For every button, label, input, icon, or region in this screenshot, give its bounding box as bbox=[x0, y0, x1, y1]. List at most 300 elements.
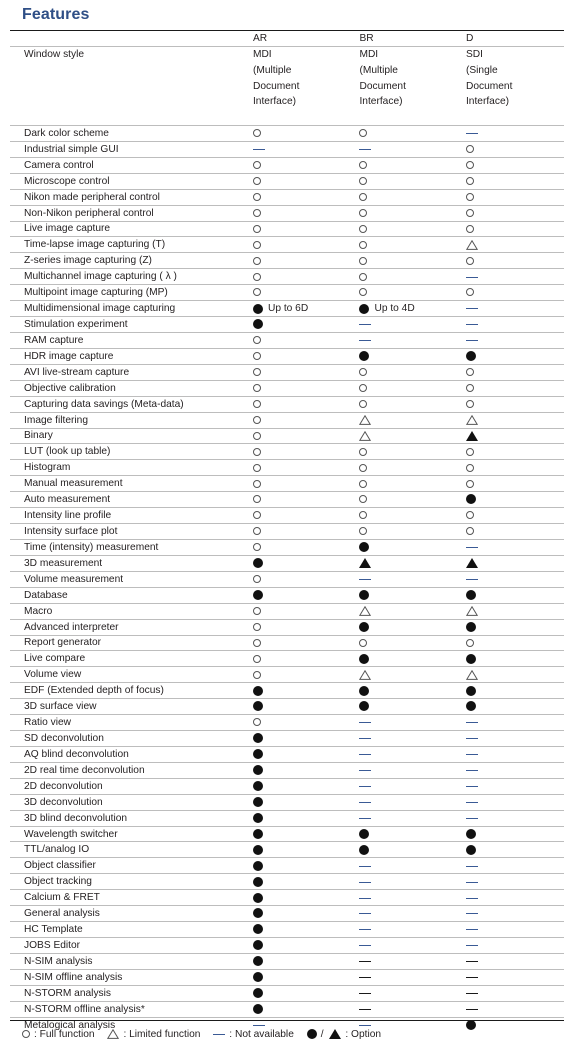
header-feature-cell bbox=[10, 31, 253, 47]
open-circle-icon bbox=[466, 639, 474, 647]
open-circle-icon bbox=[359, 480, 367, 488]
feature-label: Camera control bbox=[10, 157, 253, 173]
open-circle-icon bbox=[466, 527, 474, 535]
open-circle-icon bbox=[466, 368, 474, 376]
open-circle-icon bbox=[253, 448, 261, 456]
table-row bbox=[10, 189, 564, 205]
filled-circle-icon bbox=[466, 845, 476, 855]
table-row bbox=[10, 205, 564, 221]
legend-option-label: : Option bbox=[345, 1029, 382, 1040]
cell-note: Up to 4D bbox=[374, 303, 415, 314]
filled-circle-icon bbox=[466, 590, 476, 600]
ws-br-line: MDI bbox=[359, 49, 379, 60]
cell-d bbox=[466, 842, 564, 858]
ws-ar-line: Document bbox=[252, 80, 300, 92]
cell-br bbox=[359, 731, 466, 747]
table-row bbox=[10, 428, 564, 444]
dash-icon bbox=[466, 786, 478, 787]
filled-circle-icon bbox=[359, 542, 369, 552]
open-circle-icon bbox=[253, 432, 261, 440]
cell-ar bbox=[253, 762, 360, 778]
feature-label: Industrial simple GUI bbox=[10, 141, 253, 157]
cell-br bbox=[359, 221, 466, 237]
cell-ar bbox=[253, 332, 360, 348]
ws-br-line: Document bbox=[359, 80, 406, 92]
open-circle-icon bbox=[253, 225, 261, 233]
open-circle-icon bbox=[359, 129, 367, 137]
dash-icon bbox=[359, 929, 371, 930]
cell-d bbox=[466, 444, 564, 460]
open-circle-icon bbox=[466, 464, 474, 472]
cell-d bbox=[466, 253, 564, 269]
dash-icon bbox=[466, 898, 478, 899]
table-row bbox=[10, 364, 564, 380]
filled-circle-icon bbox=[359, 654, 369, 664]
feature-label: Volume measurement bbox=[10, 571, 253, 587]
cell-d bbox=[466, 826, 564, 842]
dash-icon bbox=[466, 308, 478, 309]
open-circle-icon bbox=[359, 384, 367, 392]
dash-icon bbox=[359, 770, 371, 771]
cell-br bbox=[359, 205, 466, 221]
cell-d bbox=[466, 683, 564, 699]
dash-icon bbox=[466, 547, 478, 548]
dash-icon bbox=[253, 149, 265, 150]
cell-d bbox=[466, 269, 564, 285]
open-circle-icon bbox=[253, 177, 261, 185]
cell-ar bbox=[253, 253, 360, 269]
cell-ar bbox=[253, 651, 360, 667]
column-header-br: BR bbox=[359, 33, 374, 44]
feature-label: Volume view bbox=[10, 667, 253, 683]
dash-icon bbox=[359, 722, 371, 723]
filled-circle-icon bbox=[359, 686, 369, 696]
filled-circle-icon bbox=[253, 686, 263, 696]
filled-circle-icon bbox=[466, 701, 476, 711]
cell-br bbox=[359, 301, 466, 317]
cell-d bbox=[466, 794, 564, 810]
feature-label: Histogram bbox=[10, 460, 253, 476]
cell-br bbox=[359, 157, 466, 173]
cell-ar bbox=[253, 603, 360, 619]
cell-br bbox=[359, 269, 466, 285]
filled-circle-icon bbox=[253, 908, 263, 918]
dash-icon bbox=[359, 882, 371, 883]
open-circle-icon bbox=[466, 384, 474, 392]
table-row bbox=[10, 603, 564, 619]
dash-icon bbox=[466, 977, 478, 978]
cell-d bbox=[466, 874, 564, 890]
open-circle-icon bbox=[359, 257, 367, 265]
dash-icon bbox=[466, 945, 478, 946]
cell-d bbox=[466, 890, 564, 906]
cell-br bbox=[359, 826, 466, 842]
open-circle-icon bbox=[253, 655, 261, 663]
cell-br bbox=[359, 922, 466, 938]
feature-label: Metalogical analysis bbox=[10, 1017, 253, 1033]
column-header-ar: AR bbox=[252, 33, 268, 44]
table-row bbox=[10, 285, 564, 301]
features-table bbox=[10, 31, 564, 1033]
ws-br-line: Interface) bbox=[359, 96, 403, 108]
table-row bbox=[10, 938, 564, 954]
cell-d bbox=[466, 141, 564, 157]
feature-label: N-STORM analysis bbox=[10, 985, 253, 1001]
filled-circle-icon bbox=[466, 829, 476, 839]
open-circle-icon bbox=[253, 416, 261, 424]
feature-label: 3D deconvolution bbox=[10, 794, 253, 810]
open-circle-icon bbox=[466, 448, 474, 456]
table-row bbox=[10, 524, 564, 540]
open-circle-icon bbox=[253, 288, 261, 296]
filled-circle-icon bbox=[253, 590, 263, 600]
open-circle-icon bbox=[359, 288, 367, 296]
cell-ar bbox=[253, 683, 360, 699]
open-triangle-icon bbox=[466, 240, 478, 250]
feature-label: Live image capture bbox=[10, 221, 253, 237]
cell-br bbox=[359, 619, 466, 635]
open-circle-icon bbox=[359, 241, 367, 249]
filled-circle-icon bbox=[253, 765, 263, 775]
cell-ar bbox=[253, 667, 360, 683]
open-circle-icon bbox=[466, 511, 474, 519]
table-row bbox=[10, 794, 564, 810]
open-triangle-icon bbox=[107, 1029, 119, 1039]
cell-d bbox=[466, 508, 564, 524]
cell-d bbox=[466, 476, 564, 492]
window-style-br bbox=[359, 47, 466, 126]
cell-br bbox=[359, 906, 466, 922]
cell-ar bbox=[253, 539, 360, 555]
cell-ar bbox=[253, 508, 360, 524]
cell-ar bbox=[253, 285, 360, 301]
feature-label: Live compare bbox=[10, 651, 253, 667]
dash-icon bbox=[359, 738, 371, 739]
open-circle-icon bbox=[359, 639, 367, 647]
cell-ar bbox=[253, 269, 360, 285]
dash-icon bbox=[466, 277, 478, 278]
cell-br bbox=[359, 715, 466, 731]
filled-circle-icon bbox=[253, 924, 263, 934]
filled-circle-icon bbox=[253, 558, 263, 568]
cell-d bbox=[466, 938, 564, 954]
cell-br bbox=[359, 476, 466, 492]
cell-br bbox=[359, 985, 466, 1001]
cell-ar bbox=[253, 396, 360, 412]
cell-br bbox=[359, 746, 466, 762]
dash-icon bbox=[466, 929, 478, 930]
open-circle-icon bbox=[253, 368, 261, 376]
table-row bbox=[10, 762, 564, 778]
feature-label: Multipoint image capturing (MP) bbox=[10, 285, 253, 301]
open-circle-icon bbox=[253, 607, 261, 615]
open-circle-icon bbox=[253, 241, 261, 249]
cell-br bbox=[359, 699, 466, 715]
table-row bbox=[10, 842, 564, 858]
feature-label: Nikon made peripheral control bbox=[10, 189, 253, 205]
cell-ar bbox=[253, 969, 360, 985]
open-circle-icon bbox=[253, 718, 261, 726]
cell-br bbox=[359, 651, 466, 667]
table-row bbox=[10, 778, 564, 794]
cell-d bbox=[466, 619, 564, 635]
cell-d bbox=[466, 157, 564, 173]
open-circle-icon bbox=[253, 639, 261, 647]
open-circle-icon bbox=[359, 161, 367, 169]
dash-icon bbox=[253, 1025, 265, 1026]
cell-d bbox=[466, 524, 564, 540]
dash-icon bbox=[466, 993, 478, 994]
cell-ar bbox=[253, 301, 360, 317]
cell-ar bbox=[253, 317, 360, 333]
open-triangle-icon bbox=[359, 606, 371, 616]
cell-br bbox=[359, 794, 466, 810]
cell-br bbox=[359, 348, 466, 364]
feature-label: Intensity surface plot bbox=[10, 524, 253, 540]
open-circle-icon bbox=[253, 209, 261, 217]
dash-icon bbox=[466, 882, 478, 883]
cell-ar bbox=[253, 412, 360, 428]
legend bbox=[22, 1029, 391, 1040]
dash-icon bbox=[359, 1025, 371, 1026]
filled-circle-icon bbox=[466, 654, 476, 664]
open-circle-icon bbox=[359, 448, 367, 456]
open-circle-icon bbox=[253, 671, 261, 679]
table-row bbox=[10, 890, 564, 906]
cell-d bbox=[466, 539, 564, 555]
filled-circle-icon bbox=[253, 1004, 263, 1014]
feature-label: Database bbox=[10, 587, 253, 603]
cell-d bbox=[466, 922, 564, 938]
legend-option bbox=[307, 1029, 381, 1040]
cell-br bbox=[359, 810, 466, 826]
open-circle-icon bbox=[359, 273, 367, 281]
feature-label: TTL/analog IO bbox=[10, 842, 253, 858]
dash-icon bbox=[466, 770, 478, 771]
open-triangle-icon bbox=[359, 431, 371, 441]
cell-ar bbox=[253, 428, 360, 444]
filled-circle-icon bbox=[253, 701, 263, 711]
cell-ar bbox=[253, 1001, 360, 1017]
feature-label: EDF (Extended depth of focus) bbox=[10, 683, 253, 699]
table-row bbox=[10, 906, 564, 922]
cell-ar bbox=[253, 141, 360, 157]
cell-ar bbox=[253, 938, 360, 954]
cell-br bbox=[359, 762, 466, 778]
cell-d bbox=[466, 301, 564, 317]
cell-ar bbox=[253, 492, 360, 508]
legend-option-sep: / bbox=[320, 1029, 324, 1040]
feature-label: Advanced interpreter bbox=[10, 619, 253, 635]
feature-label: Stimulation experiment bbox=[10, 317, 253, 333]
dash-icon bbox=[359, 961, 371, 962]
cell-d bbox=[466, 810, 564, 826]
cell-br bbox=[359, 364, 466, 380]
filled-circle-icon bbox=[253, 845, 263, 855]
dash-icon bbox=[359, 945, 371, 946]
legend-na-label: : Not available bbox=[229, 1029, 294, 1040]
cell-d bbox=[466, 985, 564, 1001]
filled-circle-icon bbox=[359, 622, 369, 632]
table-row bbox=[10, 173, 564, 189]
cell-br bbox=[359, 380, 466, 396]
table-row bbox=[10, 969, 564, 985]
table-row bbox=[10, 587, 564, 603]
feature-label: Binary bbox=[10, 428, 253, 444]
dash-icon bbox=[466, 866, 478, 867]
open-circle-icon bbox=[466, 209, 474, 217]
feature-label: Dark color scheme bbox=[10, 126, 253, 142]
table-row bbox=[10, 141, 564, 157]
cell-ar bbox=[253, 794, 360, 810]
cell-d bbox=[466, 492, 564, 508]
open-circle-icon bbox=[253, 336, 261, 344]
feature-label: Time-lapse image capturing (T) bbox=[10, 237, 253, 253]
open-circle-icon bbox=[359, 193, 367, 201]
cell-d bbox=[466, 555, 564, 571]
cell-br bbox=[359, 412, 466, 428]
open-circle-icon bbox=[253, 480, 261, 488]
feature-label: AVI live-stream capture bbox=[10, 364, 253, 380]
feature-label: Report generator bbox=[10, 635, 253, 651]
filled-circle-icon bbox=[466, 686, 476, 696]
open-triangle-icon bbox=[359, 670, 371, 680]
dash-icon bbox=[359, 898, 371, 899]
cell-ar bbox=[253, 364, 360, 380]
cell-d bbox=[466, 969, 564, 985]
dash-icon bbox=[466, 818, 478, 819]
table-header-row bbox=[10, 31, 564, 47]
cell-ar bbox=[253, 731, 360, 747]
open-circle-icon bbox=[253, 352, 261, 360]
table-row bbox=[10, 508, 564, 524]
cell-br bbox=[359, 428, 466, 444]
filled-circle-icon bbox=[307, 1029, 317, 1039]
table-row bbox=[10, 460, 564, 476]
dash-icon bbox=[466, 133, 478, 134]
cell-d bbox=[466, 746, 564, 762]
open-circle-icon bbox=[253, 400, 261, 408]
open-circle-icon bbox=[359, 511, 367, 519]
cell-d bbox=[466, 699, 564, 715]
table-row bbox=[10, 667, 564, 683]
cell-br bbox=[359, 524, 466, 540]
table-row bbox=[10, 699, 564, 715]
dash-icon bbox=[359, 913, 371, 914]
table-row bbox=[10, 348, 564, 364]
dash-icon bbox=[466, 340, 478, 341]
filled-circle-icon bbox=[253, 781, 263, 791]
cell-br bbox=[359, 953, 466, 969]
cell-br bbox=[359, 667, 466, 683]
open-circle-icon bbox=[466, 257, 474, 265]
filled-circle-icon bbox=[253, 861, 263, 871]
cell-br bbox=[359, 571, 466, 587]
feature-label: 2D real time deconvolution bbox=[10, 762, 253, 778]
table-row bbox=[10, 237, 564, 253]
table-row bbox=[10, 444, 564, 460]
open-circle-icon bbox=[359, 400, 367, 408]
cell-d bbox=[466, 189, 564, 205]
feature-label: General analysis bbox=[10, 906, 253, 922]
dash-icon bbox=[213, 1034, 225, 1035]
table-row bbox=[10, 332, 564, 348]
feature-label: Non-Nikon peripheral control bbox=[10, 205, 253, 221]
cell-br bbox=[359, 874, 466, 890]
open-circle-icon bbox=[466, 400, 474, 408]
cell-br bbox=[359, 603, 466, 619]
cell-ar bbox=[253, 237, 360, 253]
cell-br bbox=[359, 969, 466, 985]
filled-circle-icon bbox=[253, 940, 263, 950]
cell-d bbox=[466, 428, 564, 444]
filled-triangle-icon bbox=[466, 558, 478, 568]
cell-br bbox=[359, 778, 466, 794]
feature-label: Macro bbox=[10, 603, 253, 619]
dash-icon bbox=[359, 786, 371, 787]
cell-ar bbox=[253, 476, 360, 492]
dash-icon bbox=[466, 738, 478, 739]
filled-circle-icon bbox=[466, 494, 476, 504]
cell-br bbox=[359, 253, 466, 269]
dash-icon bbox=[359, 866, 371, 867]
table-bottom-rule bbox=[10, 1020, 564, 1021]
cell-d bbox=[466, 715, 564, 731]
cell-ar bbox=[253, 555, 360, 571]
filled-circle-icon bbox=[359, 845, 369, 855]
filled-circle-icon bbox=[359, 304, 369, 314]
filled-circle-icon bbox=[253, 304, 263, 314]
table-row bbox=[10, 715, 564, 731]
open-circle-icon bbox=[253, 161, 261, 169]
cell-br bbox=[359, 842, 466, 858]
ws-ar-line: Interface) bbox=[252, 96, 297, 108]
cell-ar bbox=[253, 460, 360, 476]
open-triangle-icon bbox=[466, 415, 478, 425]
dash-icon bbox=[466, 1009, 478, 1010]
filled-circle-icon bbox=[359, 590, 369, 600]
open-circle-icon bbox=[22, 1030, 30, 1038]
cell-d bbox=[466, 667, 564, 683]
feature-label: Z-series image capturing (Z) bbox=[10, 253, 253, 269]
table-row bbox=[10, 746, 564, 762]
cell-ar bbox=[253, 715, 360, 731]
open-circle-icon bbox=[253, 257, 261, 265]
feature-label: SD deconvolution bbox=[10, 731, 253, 747]
feature-label: 2D deconvolution bbox=[10, 778, 253, 794]
window-style-d bbox=[466, 47, 564, 126]
cell-d bbox=[466, 778, 564, 794]
cell-d bbox=[466, 1001, 564, 1017]
table-row bbox=[10, 826, 564, 842]
cell-d bbox=[466, 332, 564, 348]
table-row bbox=[10, 555, 564, 571]
feature-label: Objective calibration bbox=[10, 380, 253, 396]
cell-ar bbox=[253, 157, 360, 173]
cell-ar bbox=[253, 205, 360, 221]
filled-circle-icon bbox=[253, 877, 263, 887]
cell-ar bbox=[253, 189, 360, 205]
legend-na bbox=[213, 1029, 296, 1040]
cell-br bbox=[359, 141, 466, 157]
filled-triangle-icon bbox=[329, 1029, 341, 1039]
cell-d bbox=[466, 380, 564, 396]
filled-circle-icon bbox=[253, 972, 263, 982]
cell-br bbox=[359, 683, 466, 699]
cell-ar bbox=[253, 571, 360, 587]
table-row bbox=[10, 492, 564, 508]
cell-br bbox=[359, 587, 466, 603]
